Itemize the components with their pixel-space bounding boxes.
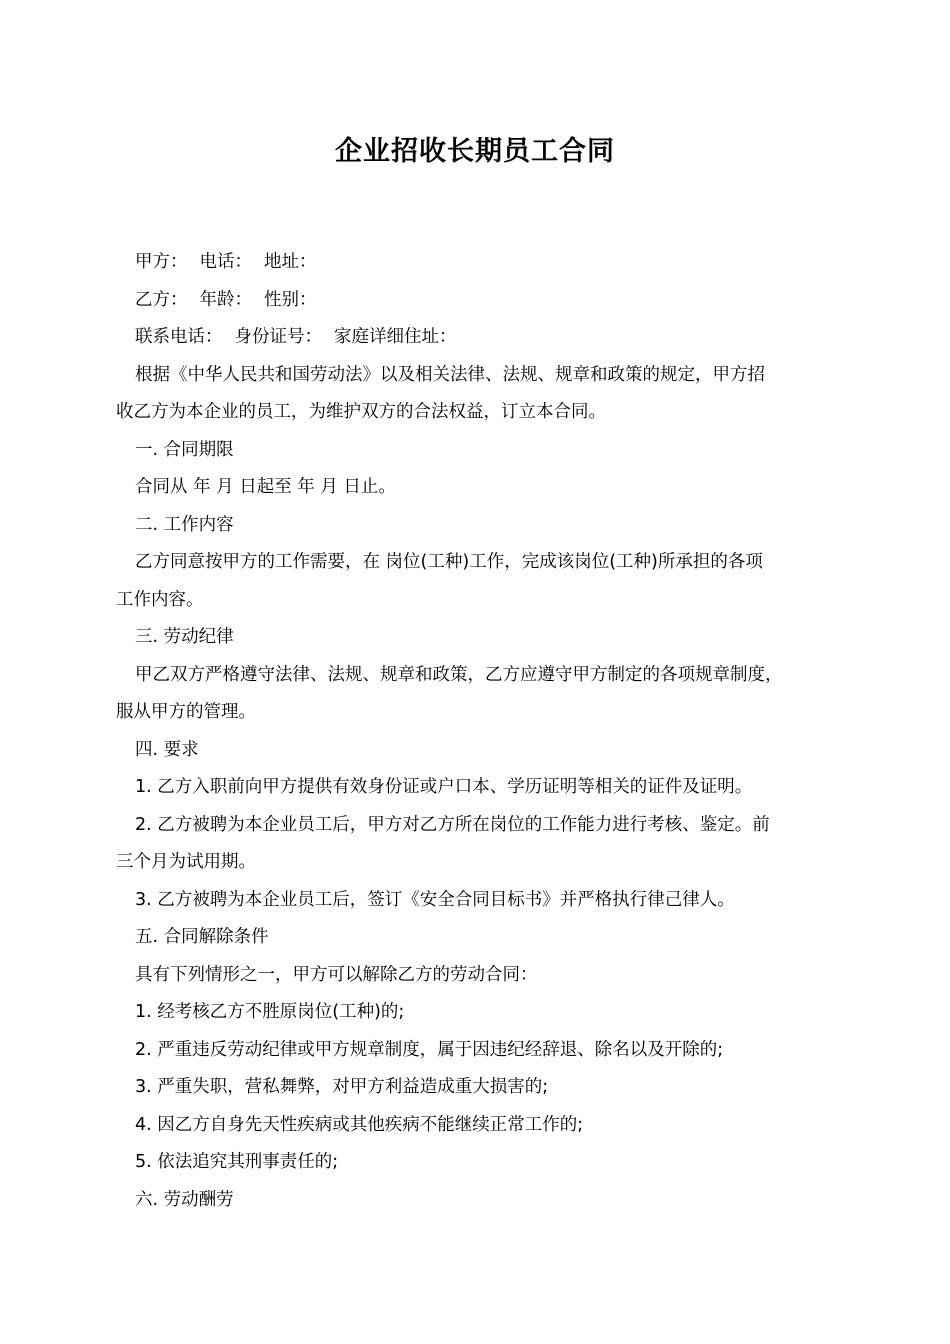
section-5-item-3: 3. 严重失职，营私舞弊，对甲方利益造成重大损害的;	[135, 1077, 549, 1097]
party-b-gender-label: 性别：	[264, 289, 317, 310]
section-1-text: 合同从 年 月 日起至 年 月 日止。	[135, 477, 396, 497]
section-2-line-1: 乙方同意按甲方的工作需要，在 岗位(工种)工作，完成该岗位(工种)所承担的各项	[135, 552, 763, 572]
section-4-item-1: 1. 乙方入职前向甲方提供有效身份证或户口本、学历证明等相关的证件及证明。	[135, 777, 753, 797]
section-3-heading: 三. 劳动纪律	[135, 627, 234, 647]
party-a-line	[116, 244, 846, 282]
party-b-age-label: 年龄：	[199, 289, 252, 310]
section-4-heading: 四. 要求	[135, 739, 199, 760]
section-4-item-2-line-2: 三个月为试用期。	[116, 852, 256, 872]
section-5-item-2: 2. 严重违反劳动纪律或甲方规章制度，属于因违纪经辞退、除名以及开除的;	[135, 1039, 724, 1060]
party-a-phone-label: 电话：	[199, 252, 252, 272]
section-5-heading: 五. 合同解除条件	[135, 927, 269, 947]
preamble-line-2: 收乙方为本企业的员工，为维护双方的合法权益，订立本合同。	[116, 402, 606, 422]
home-address-label: 家庭详细住址：	[334, 327, 457, 347]
section-5-item-5: 5. 依法追究其刑事责任的;	[135, 1152, 339, 1172]
contact-line	[116, 319, 846, 357]
section-4-item-3: 3. 乙方被聘为本企业员工后，签订《安全合同目标书》并严格执行律己律人。	[135, 889, 735, 910]
section-4-item-2-line-1: 2. 乙方被聘为本企业员工后，甲方对乙方所在岗位的工作能力进行考核、鉴定。前	[135, 814, 770, 835]
section-5-item-4: 4. 因乙方自身先天性疾病或其他疾病不能继续正常工作的;	[135, 1114, 584, 1135]
section-3-line-1: 甲乙双方严格遵守法律、法规、规章和政策，乙方应遵守甲方制定的各项规章制度，	[135, 664, 783, 685]
section-1-heading: 一. 合同期限	[135, 439, 234, 460]
id-number-label: 身份证号：	[234, 327, 322, 347]
party-b-label: 乙方：	[135, 289, 188, 310]
section-5-item-1: 1. 经考核乙方不胜原岗位(工种)的;	[135, 1002, 405, 1022]
section-6-heading: 六. 劳动酬劳	[135, 1189, 234, 1210]
preamble-line-1: 根据《中华人民共和国劳动法》以及相关法律、法规、规章和政策的规定，甲方招	[135, 364, 765, 385]
section-2-heading: 二. 工作内容	[135, 514, 234, 535]
section-5-intro: 具有下列情形之一，甲方可以解除乙方的劳动合同：	[135, 964, 538, 985]
party-a-address-label: 地址：	[264, 252, 317, 272]
document-title: 企业招收长期员工合同	[335, 136, 615, 167]
section-3-line-2: 服从甲方的管理。	[116, 702, 256, 722]
party-b-line	[116, 282, 846, 320]
party-a-label: 甲方：	[135, 252, 188, 272]
contract-body	[116, 244, 846, 1219]
section-2-line-2: 工作内容。	[116, 589, 204, 610]
contact-phone-label: 联系电话：	[135, 327, 223, 347]
